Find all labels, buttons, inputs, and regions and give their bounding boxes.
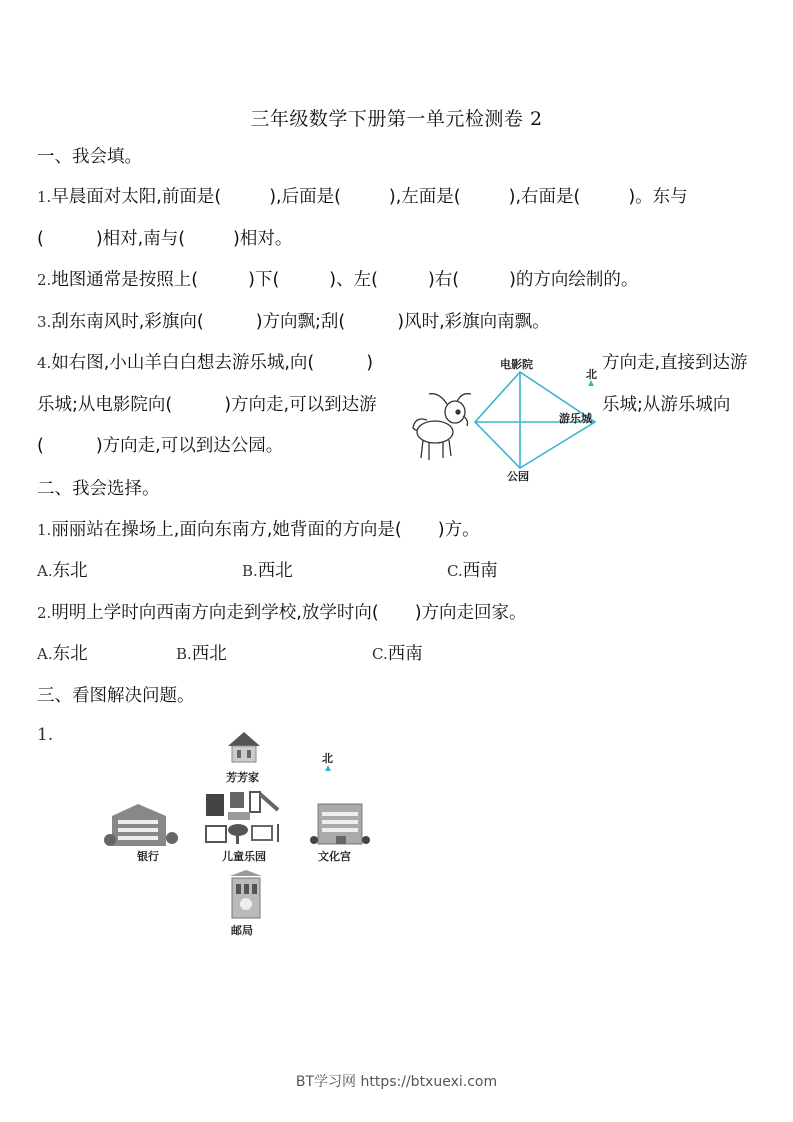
section2-heading: 二、我会选择。 (37, 479, 160, 499)
q-text: )方向走回家。 (414, 603, 527, 623)
option-letter: A. (37, 645, 53, 663)
q-text: ),右面是( (508, 187, 581, 207)
document-title: 三年级数学下册第一单元检测卷 2 (250, 108, 543, 130)
q-text: )相对,南与( (95, 229, 186, 249)
s2-q2-option-c[interactable] (372, 640, 423, 665)
option-letter: C. (372, 645, 388, 663)
option-letter: B. (242, 562, 258, 580)
option-text: 西北 (191, 644, 227, 664)
map-label-fangfang-home: 芳芳家 (226, 771, 259, 784)
option-text: 西南 (387, 644, 423, 664)
q-text: 明明上学时向西南方向走到学校,放学时向( (51, 603, 379, 623)
footer-watermark: BT学习网 https://btxuexi.com (295, 1074, 498, 1090)
q-text: )、左( (329, 270, 378, 290)
question-number: 1. (37, 725, 54, 745)
s2-q2-option-b[interactable] (176, 640, 227, 665)
north-arrow-icon (588, 380, 594, 386)
s1-q1-line1 (37, 183, 688, 208)
q-text: )方向走,可以到达公园。 (95, 436, 284, 456)
q-text: ) (366, 353, 374, 373)
s1-q2 (37, 266, 638, 291)
s1-q4-line2-left (37, 391, 377, 416)
s2-q1-option-c[interactable] (447, 557, 498, 582)
q-text: 如右图,小山羊白白想去游乐城,向( (51, 353, 315, 373)
goat-icon (413, 394, 471, 460)
option-letter: B. (176, 645, 192, 663)
s2-q1-option-b[interactable] (242, 557, 293, 582)
s1-q3 (37, 308, 550, 333)
map-label-culture-palace: 文化宫 (318, 850, 351, 863)
s2-q2 (37, 599, 527, 624)
question-number: 4. (37, 354, 52, 372)
s1-q4-line2-right: 乐城;从游乐城向 (602, 395, 731, 415)
diagram-label-amusement-park: 游乐城 (559, 412, 592, 425)
post-office-icon (230, 870, 262, 918)
map-label-bank: 银行 (137, 850, 159, 863)
q-text: 早晨面对太阳,前面是( (51, 187, 222, 207)
s1-q1-line2 (37, 225, 292, 250)
q-text: )相对。 (233, 229, 293, 249)
q-text: )风时,彩旗向南飘。 (397, 312, 550, 332)
q-text: )方向走,可以到达游 (224, 395, 377, 415)
town-map-graphic (100, 728, 390, 943)
s1-q4-line1-right: 方向走,直接到达游 (602, 353, 748, 373)
town-map (100, 728, 390, 943)
option-text: 西北 (257, 561, 293, 581)
bank-icon (104, 804, 178, 846)
option-text: 东北 (52, 561, 88, 581)
diagram-label-cinema: 电影院 (500, 358, 533, 371)
q-text: 乐城;从电影院向( (37, 395, 173, 415)
question-number: 2. (37, 271, 52, 289)
playground-icon (206, 792, 278, 844)
option-letter: A. (37, 562, 53, 580)
q-text: 刮东南风时,彩旗向( (51, 312, 204, 332)
diagram-label-park: 公园 (507, 470, 529, 483)
q-text: ( (37, 436, 44, 456)
option-letter: C. (447, 562, 463, 580)
s2-q1-option-a[interactable] (37, 557, 88, 582)
q-text: ( (37, 229, 44, 249)
q-text: )方。 (437, 520, 480, 540)
question-number: 2. (37, 604, 52, 622)
q-text: ),左面是( (388, 187, 461, 207)
q-text: )右( (427, 270, 460, 290)
question-number: 3. (37, 313, 52, 331)
north-arrow-icon (325, 765, 331, 771)
north-label: 北 (586, 368, 597, 381)
map-label-post-office: 邮局 (231, 924, 253, 937)
north-label: 北 (322, 752, 333, 765)
q-text: )的方向绘制的。 (509, 270, 639, 290)
q-text: )下( (248, 270, 280, 290)
house-icon (228, 732, 260, 762)
q-text: 地图通常是按照上( (51, 270, 199, 290)
question-number: 1. (37, 188, 52, 206)
option-text: 东北 (52, 644, 88, 664)
q-text: 丽丽站在操场上,面向东南方,她背面的方向是( (51, 520, 402, 540)
direction-diagram (405, 350, 600, 485)
s2-q1 (37, 516, 480, 541)
s1-q4-line1-left (37, 349, 373, 374)
option-text: 西南 (462, 561, 498, 581)
q-text: )。东与 (628, 187, 688, 207)
section1-heading: 一、我会填。 (37, 147, 142, 167)
q-text: )方向飘;刮( (255, 312, 346, 332)
question-number: 1. (37, 521, 52, 539)
map-label-children-park: 儿童乐园 (222, 850, 266, 863)
culture-palace-icon (310, 804, 370, 844)
q-text: ),后面是( (269, 187, 341, 207)
section3-heading: 三、看图解决问题。 (37, 686, 195, 706)
s2-q2-option-a[interactable] (37, 640, 88, 665)
s1-q4-line3 (37, 432, 283, 457)
